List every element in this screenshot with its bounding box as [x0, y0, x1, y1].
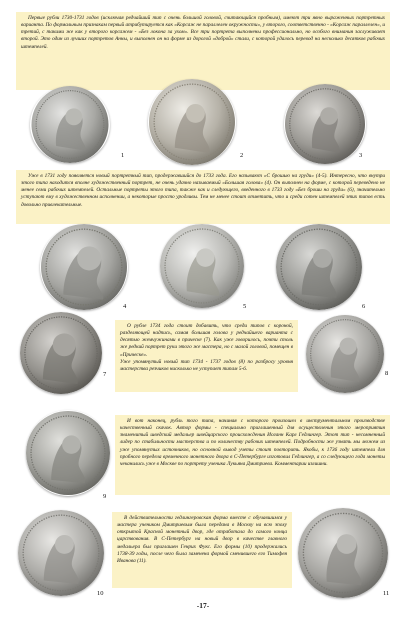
coin-number-7: 7 — [103, 371, 107, 378]
coin-1-image — [30, 86, 110, 163]
coin-9-image — [26, 410, 110, 496]
coin-10-image — [18, 510, 104, 596]
coin-5-image — [160, 224, 247, 310]
coin-number-9: 9 — [103, 493, 107, 500]
coin-11-image — [298, 508, 388, 598]
coin-8-image — [306, 315, 384, 393]
paragraph-gedlinger: И вот наконец, рубль того типа, начиная с которого произошел в инструментальном производстве качественный скачок. Автор формы - специально приглашенный для осуществления этого мероприятия знаменитый шведский медальер швейцарского происхождения Иоганн Карл Гедлингер. Этот тип - несомненный лидер по стабильности мастерства и по количеству рабочих штемпелей. Подробности же узнать мы можем из уже упомянутых источников, но основной вывод учеты стоит повторить. Якобы, к 1736 году штемпели для пробного передела временного монетного двора в С-Петербурге изготовил Гедлингер, а со следующего года монеты чеканились уже в Москве по портрету ученика Лукьяна Дмитриева. Комментарии излишни. — [120, 418, 385, 467]
coin-7-image — [20, 312, 102, 394]
coin-4-image — [40, 224, 128, 310]
coin-6-image — [276, 224, 362, 310]
coin-2-image — [148, 79, 236, 165]
page-number: -17- — [196, 601, 210, 610]
coin-number-5: 5 — [243, 303, 247, 310]
coin-number-6: 6 — [362, 303, 366, 310]
coin-number-10: 10 — [97, 590, 104, 597]
intro-text-box — [16, 12, 390, 90]
paragraph-1731: Уже в 1731 году появляется новый портретный тип, продержавшийся до 1733 года. Его называют «С брошью на груди» (4-5). Интересно, что внутри этого типа находится вполне художественный портрет, не очень удачно называемый «Большая голова» (4). Он выполнен на форме, с которой переведено не менее семи рабочих штемпелей. Остальные портреты этого типа, также как и следующего, введенного в 1733 году «Без броши на груди» (6), значительно уступают ему в художественном исполнении, а некоторые просто уродливы. Тем не менее стоит отметить, что и среди сотен штемпелей этих типов есть довольно привлекательные. — [21, 173, 385, 208]
coin-number-2: 2 — [240, 152, 244, 159]
coin-number-3: 3 — [359, 152, 363, 159]
paragraph-1734: О рубле 1734 года стоит добавить, что среди типов с короной, разделяющей надпись, самая большая голова у редчайшего варианта с десятью жемчужинами в прическе (7). Как уже говорилось, почти столь же редкий портрет руки этого же мастера, но с малой головой, помещен в «Прическе». Уже упомянутый новый тип 1734 - 1737 годов (8) по разбросу уровня мастерства резчиков нисколько не уступает типам 5-6. — [120, 323, 293, 372]
text-final-box — [112, 512, 292, 588]
intro-paragraph: Первые рубли 1730-1731 годов (исключая редчайший тип с очень большой головой, считающийся пробным), имеют три явно выраженных портретных варианта. По формальным признакам первый атрибутируется как «Корсаж не параллелен окружности», у второго, соответственно - «Корсаж параллелен», и третий, с такими же как у второго корсажем - «Без локона за ухом». Все три портрета выполнены профессионально, но особого внимания заслуживает второй. Это один из лучших портретов Анны, и выполнен он на форме из дорогой «доброй» стали, с которой удалось перевод на несколько десятков рабочих штемпелей. — [21, 15, 385, 50]
coin-3-image — [284, 84, 366, 164]
coin-number-1: 1 — [121, 152, 125, 159]
text-1734-box — [115, 320, 298, 392]
text-gedlinger-box — [115, 415, 390, 495]
text-1731-box — [16, 170, 390, 224]
coin-number-8: 8 — [385, 370, 389, 377]
coin-number-11: 11 — [383, 590, 390, 597]
paragraph-final: В действительности гедлингеровская форма вместе с обучавшимся у мастера учеником Дмитриевым была передана в Москву на всю эпоху открытой Красной монетный двор, где отработала до самого конца царствования. В С-Петербург на новый двор в качестве главного медальера был приглашен Генрих Фукс. Его формы (10) продержались 1738-39 годы, после чего была заменена формой сменившего его Тимофея Иванова (11). — [117, 515, 287, 564]
coin-number-4: 4 — [123, 303, 127, 310]
